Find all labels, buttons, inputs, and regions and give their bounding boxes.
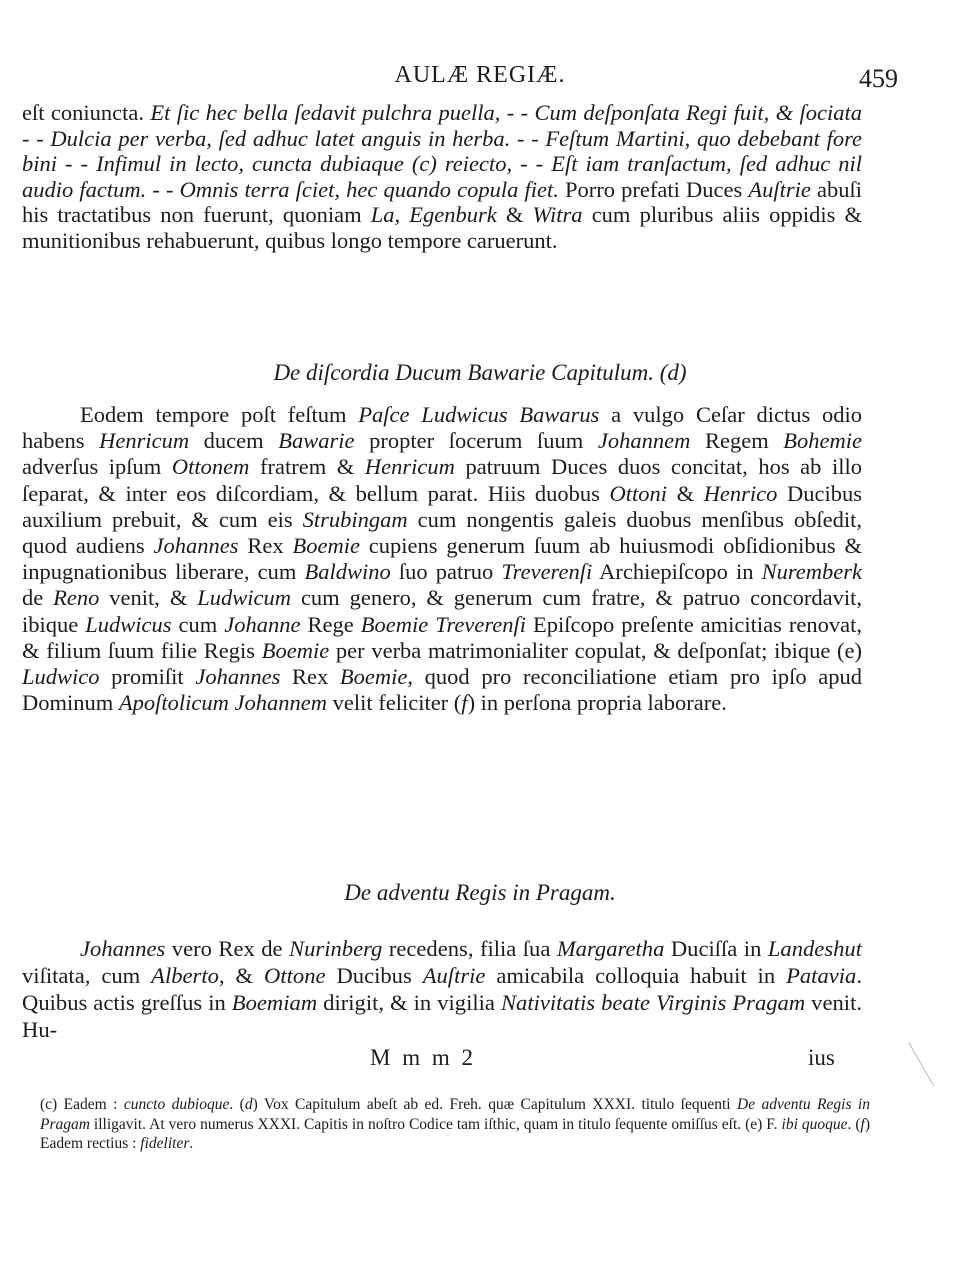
paragraph-verse-continuation: eſt coniuncta. Et ſic hec bella ſedavit pulchra puella, - - Cum deſponſata Regi fuit, & ſociata - - Dulcia per verba, ſed adhuc latet anguis in herba. - - Feſtum Martini, quo debebant fore bini - - Infimul in lecto, cuncta dubiaque (c) reiecto, - - Eſt iam tranſactum, ſed adhuc nil audio factum. - - Omnis terra ſciet, hec quando copula fiet. Porro prefati Duces Auſtrie abuſi his tractatibus non fuerunt, quoniam La, Egenburk & Witra cum pluribus aliis oppidis & munitionibus rehabuerunt, quibus longo tempore caruerunt. — [22, 100, 862, 253]
page-edge-shadow — [907, 1043, 935, 1088]
page-header — [0, 62, 960, 102]
signature-mark: M m m 2 — [370, 1045, 476, 1070]
paragraph-eodem-tempore: Eodem tempore poſt feſtum Paſce Ludwicus Bawarus a vulgo Ceſar dictus odio habens Henricum ducem Bawarie propter ſocerum ſuum Johannem Regem Bohemie adverſus ipſum Ottonem fratrem & Henricum patruum Duces duos concitat, hos ab illo ſeparat, & inter eos diſcordiam, & bellum parat. Hiis duobus Ottoni & Henrico Ducibus auxilium prebuit, & cum eis Strubingam cum nongentis galeis duobus menſibus obſedit, quod audiens Johannes Rex Boemie cupiens generum ſuum ab huiusmodi obſidionibus & inpugnationibus liberare, cum Baldwino ſuo patruo Treverenſi Archiepiſcopo in Nuremberk de Reno venit, & Ludwicum cum genero, & generum cum fratre, & patruo concordavit, ibique Ludwicus cum Johanne Rege Boemie Treverenſi Epiſcopo preſente amicitias renovat, & filium ſuum filie Regis Boemie per verba matrimonialiter copulat, & deſponſat; ibique (e) Ludwico promiſit Johannes Rex Boemie, quod pro reconciliatione etiam pro ipſo apud Dominum Apoſtolicum Johannem velit feliciter (f) in perſona propria laborare. — [22, 402, 863, 716]
chapter-heading-adventu: De adventu Regis in Pragam. — [344, 880, 616, 905]
page-number: 459 — [859, 64, 898, 93]
running-head: AULÆ REGIÆ. — [394, 62, 566, 88]
chapter-heading-discordia: De diſcordia Ducum Bawarie Capitulum. (d) — [273, 360, 687, 385]
footnotes: (c) Eadem : cuncto dubioque. (d) Vox Capitulum abeſt ab ed. Freh. quæ Capitulum XXXI. titulo ſequenti De adventu Regis in Pragam illigavit. At vero numerus XXXI. Capitis in noſtro Codice tam iſthic, quam in titulo ſequente omiſſus eſt. (e) F. ibi quoque. (f) Eadem rectius : fideliter. — [40, 1096, 870, 1152]
catchword: ius — [808, 1045, 835, 1070]
paragraph-johannes-vero: Johannes vero Rex de Nurinberg recedens, filia ſua Margaretha Duciſſa in Landeshut viſitata, cum Alberto, & Ottone Ducibus Auſtrie amicabila colloquia habuit in Patavia. Quibus actis greſſus in Boemiam dirigit, & in vigilia Nativitatis beate Virginis Pragam venit. Hu- — [22, 936, 862, 1042]
